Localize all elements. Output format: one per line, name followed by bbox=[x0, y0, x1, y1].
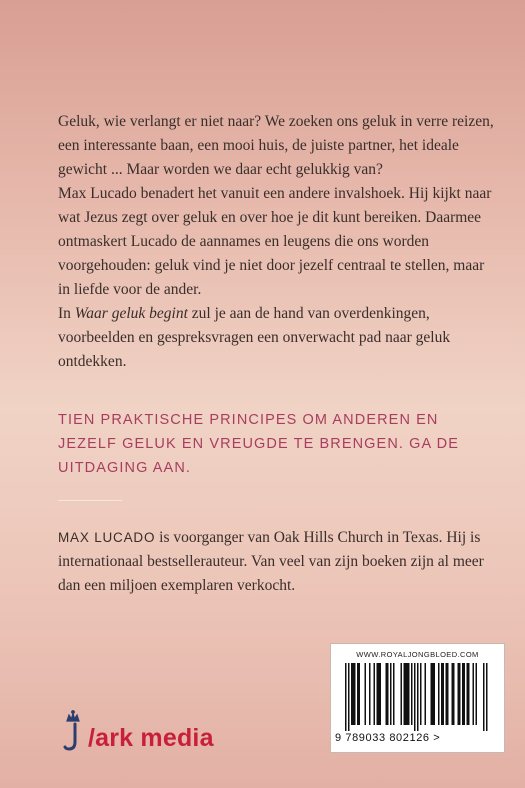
author-bio-text: is voorganger van Oak Hills Church in Texas. Hij is internationaal bestsellerauteur. Van veel van zijn boeken zijn al meer dan een miljoen exemplaren verkocht. bbox=[58, 529, 484, 594]
author-name: MAX LUCADO bbox=[58, 530, 156, 545]
barcode-bar bbox=[408, 663, 410, 725]
barcode-bar bbox=[387, 663, 389, 725]
blurb-p3-rest: zul je aan de hand van overdenkingen, voorbeelden en gespreksvragen een onverwacht pad naar geluk ontdekken. bbox=[58, 305, 451, 370]
barcode-bar bbox=[434, 663, 436, 725]
crowned-j-icon bbox=[60, 709, 86, 753]
barcode-bar bbox=[467, 663, 469, 725]
author-bio bbox=[58, 526, 498, 598]
barcode-bar bbox=[380, 663, 382, 725]
barcode-graphic bbox=[335, 663, 500, 731]
barcode-bar bbox=[425, 663, 427, 725]
tagline: TIEN PRAKTISCHE PRINCIPES OM ANDEREN EN JEZELF GELUK EN VREUGDE TE BRENGEN. GA DE UITDAGING AAN. bbox=[58, 412, 459, 476]
barcode-bar bbox=[390, 663, 392, 725]
blurb-paragraph-1: Geluk, wie verlangt er niet naar? We zoeken ons geluk in verre reizen, een interessante baan, een mooi huis, de juiste partner, het ideale gewicht ... Maar worden we daar echt gelukkig van? bbox=[58, 113, 494, 178]
barcode-bar bbox=[452, 663, 454, 725]
barcode-bar bbox=[420, 663, 422, 725]
barcode-box bbox=[330, 643, 505, 753]
publisher-logo bbox=[60, 709, 214, 753]
barcode-bar bbox=[354, 663, 356, 725]
barcode-bar bbox=[446, 663, 448, 725]
barcode-bar bbox=[483, 663, 485, 731]
barcode-bar bbox=[486, 663, 488, 731]
barcode-bar bbox=[401, 663, 403, 725]
blurb-paragraph-3 bbox=[58, 302, 498, 374]
barcode-bar bbox=[386, 663, 388, 725]
book-title-inline: Waar geluk begint bbox=[74, 305, 188, 322]
barcode-bar bbox=[417, 663, 419, 731]
barcode-bar bbox=[441, 663, 443, 725]
barcode-bar bbox=[357, 663, 359, 725]
barcode-bar bbox=[393, 663, 395, 725]
blurb-p3-prefix: In bbox=[58, 305, 75, 322]
barcode-bar bbox=[365, 663, 367, 725]
publisher-name: /ark media bbox=[88, 724, 214, 752]
barcode-bar bbox=[353, 663, 355, 725]
divider-line bbox=[58, 500, 122, 501]
blurb-paragraph-2: Max Lucado benadert het vanuit een andere invalshoek. Hij kijkt naar wat Jezus zegt over geluk en over hoe je dit kunt bereiken. Daarmee ontmaskert Lucado de aannames en leugens die ons worden voorgehouden: geluk vind je niet door jezelf centraal te stellen, maar in liefde voor de ander. bbox=[58, 185, 492, 298]
barcode-bar bbox=[453, 663, 455, 725]
barcode-bar bbox=[345, 663, 347, 731]
barcode-bar bbox=[377, 663, 379, 725]
back-cover-blurb bbox=[58, 110, 498, 374]
barcode-bar bbox=[462, 663, 464, 725]
barcode-bar bbox=[411, 663, 413, 725]
publisher-url: WWW.ROYALJONGBLOED.COM bbox=[356, 650, 479, 659]
barcode-bar bbox=[459, 663, 461, 725]
barcode-bar bbox=[476, 663, 478, 725]
barcode-bar bbox=[432, 663, 434, 725]
barcode-bar bbox=[359, 663, 361, 725]
barcode-bar bbox=[438, 663, 440, 725]
barcode-bar bbox=[443, 663, 445, 725]
barcode-bar bbox=[404, 663, 406, 725]
barcode-bar bbox=[405, 663, 407, 725]
barcode-bar bbox=[464, 663, 466, 725]
barcode-bar bbox=[414, 663, 416, 731]
barcode-bar bbox=[378, 663, 380, 725]
barcode-bar bbox=[473, 663, 475, 725]
barcode-bar bbox=[348, 663, 350, 731]
barcode-bar bbox=[458, 663, 460, 725]
isbn-number: 9 789033 802126 > bbox=[335, 732, 441, 744]
barcode-bar bbox=[468, 663, 470, 725]
barcode-bar bbox=[407, 663, 409, 725]
barcode-bar bbox=[447, 663, 449, 725]
barcode-bar bbox=[431, 663, 433, 725]
barcode-bar bbox=[351, 663, 353, 725]
barcode-bar bbox=[374, 663, 376, 725]
barcode-bar bbox=[369, 663, 371, 725]
